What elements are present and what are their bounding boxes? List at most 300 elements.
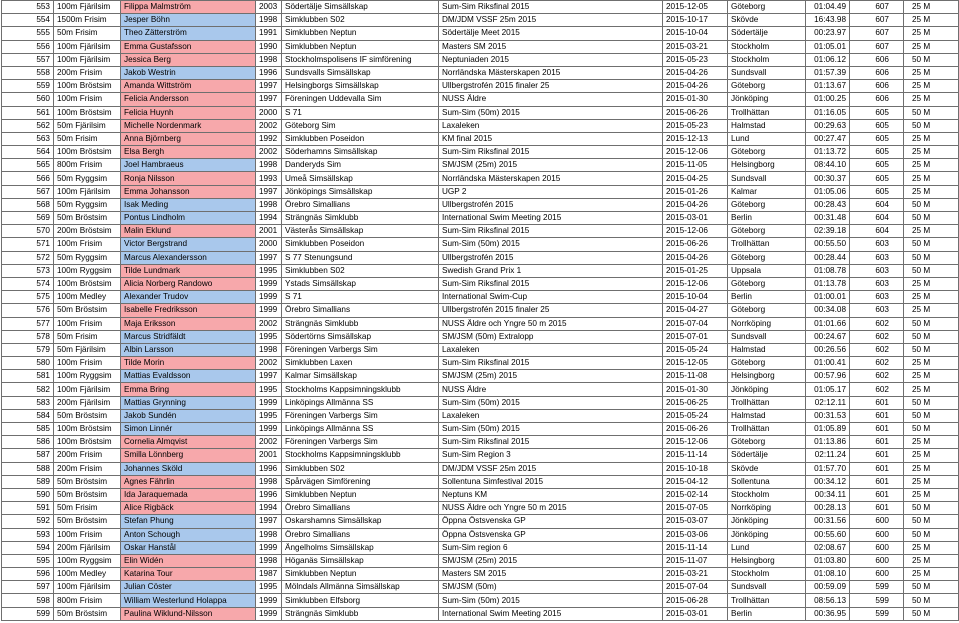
pool-cell: 25 M bbox=[904, 80, 959, 93]
points-cell: 605 bbox=[850, 146, 904, 159]
birth-year-cell: 1998 bbox=[256, 159, 282, 172]
date-cell: 2015-11-08 bbox=[663, 370, 728, 383]
swimmer-name-cell: Maja Eriksson bbox=[121, 317, 256, 330]
city-cell: Göteborg bbox=[728, 146, 806, 159]
rank-cell: 588 bbox=[2, 462, 54, 475]
meet-cell: Sum-Sim Riksfinal 2015 bbox=[439, 225, 663, 238]
birth-year-cell: 1995 bbox=[256, 330, 282, 343]
swimmer-name-cell: Cornelia Almqvist bbox=[121, 436, 256, 449]
city-cell: Göteborg bbox=[728, 357, 806, 370]
rank-cell: 563 bbox=[2, 132, 54, 145]
club-cell: Simklubben Neptun bbox=[282, 568, 439, 581]
birth-year-cell: 1999 bbox=[256, 291, 282, 304]
date-cell: 2015-12-05 bbox=[663, 357, 728, 370]
time-cell: 00:36.95 bbox=[806, 607, 850, 620]
rank-cell: 590 bbox=[2, 488, 54, 501]
table-row bbox=[2, 106, 959, 119]
city-cell: Lund bbox=[728, 541, 806, 554]
club-cell: Simklubben S02 bbox=[282, 462, 439, 475]
table-row bbox=[2, 185, 959, 198]
meet-cell: International Swim-Cup bbox=[439, 291, 663, 304]
rank-cell: 579 bbox=[2, 343, 54, 356]
table-row bbox=[2, 370, 959, 383]
time-cell: 00:31.53 bbox=[806, 409, 850, 422]
event-cell: 50m Frisim bbox=[54, 330, 121, 343]
city-cell: Norrköping bbox=[728, 317, 806, 330]
club-cell: Örebro Simallians bbox=[282, 198, 439, 211]
date-cell: 2015-01-26 bbox=[663, 185, 728, 198]
rank-cell: 565 bbox=[2, 159, 54, 172]
points-cell: 603 bbox=[850, 251, 904, 264]
event-cell: 100m Fjärilsim bbox=[54, 383, 121, 396]
points-cell: 604 bbox=[850, 198, 904, 211]
meet-cell: Ullbergstrofén 2015 finaler 25 bbox=[439, 80, 663, 93]
pool-cell: 50 M bbox=[904, 607, 959, 620]
points-cell: 602 bbox=[850, 330, 904, 343]
points-cell: 599 bbox=[850, 594, 904, 607]
swimmer-name-cell: Paulina Wiklund-Nilsson bbox=[121, 607, 256, 620]
table-row bbox=[2, 436, 959, 449]
pool-cell: 50 M bbox=[904, 581, 959, 594]
birth-year-cell: 1999 bbox=[256, 396, 282, 409]
swimmer-name-cell: Victor Bergstrand bbox=[121, 238, 256, 251]
table-row bbox=[2, 132, 959, 145]
time-cell: 00:29.63 bbox=[806, 119, 850, 132]
pool-cell: 50 M bbox=[904, 238, 959, 251]
event-cell: 100m Medley bbox=[54, 291, 121, 304]
table-row bbox=[2, 449, 959, 462]
points-cell: 606 bbox=[850, 66, 904, 79]
meet-cell: International Swim Meeting 2015 bbox=[439, 607, 663, 620]
rank-cell: 561 bbox=[2, 106, 54, 119]
swimmer-name-cell: Smilla Lönnberg bbox=[121, 449, 256, 462]
date-cell: 2015-12-06 bbox=[663, 277, 728, 290]
club-cell: Kalmar Simsällskap bbox=[282, 370, 439, 383]
points-cell: 601 bbox=[850, 475, 904, 488]
date-cell: 2015-05-23 bbox=[663, 119, 728, 132]
rank-cell: 580 bbox=[2, 357, 54, 370]
birth-year-cell: 1999 bbox=[256, 541, 282, 554]
date-cell: 2015-03-01 bbox=[663, 212, 728, 225]
time-cell: 01:05.01 bbox=[806, 40, 850, 53]
meet-cell: Neptuniaden 2015 bbox=[439, 53, 663, 66]
time-cell: 00:57.96 bbox=[806, 370, 850, 383]
meet-cell: Swedish Grand Prix 1 bbox=[439, 264, 663, 277]
city-cell: Trollhättan bbox=[728, 106, 806, 119]
event-cell: 50m Bröstsim bbox=[54, 304, 121, 317]
pool-cell: 25 M bbox=[904, 132, 959, 145]
event-cell: 200m Frisim bbox=[54, 449, 121, 462]
time-cell: 01:05.06 bbox=[806, 185, 850, 198]
city-cell: Halmstad bbox=[728, 119, 806, 132]
time-cell: 01:04.49 bbox=[806, 1, 850, 14]
event-cell: 50m Bröstsim bbox=[54, 475, 121, 488]
rank-cell: 566 bbox=[2, 172, 54, 185]
event-cell: 50m Ryggsim bbox=[54, 251, 121, 264]
city-cell: Göteborg bbox=[728, 436, 806, 449]
city-cell: Göteborg bbox=[728, 251, 806, 264]
city-cell: Göteborg bbox=[728, 198, 806, 211]
swimmer-name-cell: Pontus Lindholm bbox=[121, 212, 256, 225]
rank-cell: 554 bbox=[2, 14, 54, 27]
pool-cell: 50 M bbox=[904, 330, 959, 343]
club-cell: Simklubben Poseidon bbox=[282, 238, 439, 251]
city-cell: Sundsvall bbox=[728, 581, 806, 594]
pool-cell: 50 M bbox=[904, 251, 959, 264]
meet-cell: NUSS Äldre bbox=[439, 383, 663, 396]
meet-cell: DM/JDM VSSF 25m 2015 bbox=[439, 14, 663, 27]
club-cell: Umeå Simsällskap bbox=[282, 172, 439, 185]
time-cell: 00:27.47 bbox=[806, 132, 850, 145]
time-cell: 00:34.12 bbox=[806, 475, 850, 488]
time-cell: 00:26.56 bbox=[806, 343, 850, 356]
table-row bbox=[2, 607, 959, 620]
birth-year-cell: 1997 bbox=[256, 251, 282, 264]
meet-cell: Norrländska Mästerskapen 2015 bbox=[439, 66, 663, 79]
table-row bbox=[2, 146, 959, 159]
club-cell: Simklubben Neptun bbox=[282, 27, 439, 40]
club-cell: Simklubben Poseidon bbox=[282, 132, 439, 145]
birth-year-cell: 2001 bbox=[256, 225, 282, 238]
club-cell: Spårvägen Simförening bbox=[282, 475, 439, 488]
swimmer-name-cell: Jakob Westrin bbox=[121, 66, 256, 79]
table-row bbox=[2, 251, 959, 264]
points-cell: 600 bbox=[850, 515, 904, 528]
club-cell: Örebro Simallians bbox=[282, 502, 439, 515]
table-row bbox=[2, 423, 959, 436]
date-cell: 2015-06-28 bbox=[663, 594, 728, 607]
swimmer-name-cell: Anton Schough bbox=[121, 528, 256, 541]
date-cell: 2015-05-24 bbox=[663, 409, 728, 422]
club-cell: Simklubben Neptun bbox=[282, 488, 439, 501]
date-cell: 2015-10-17 bbox=[663, 14, 728, 27]
date-cell: 2015-06-25 bbox=[663, 396, 728, 409]
meet-cell: Norrländska Mästerskapen 2015 bbox=[439, 172, 663, 185]
city-cell: Göteborg bbox=[728, 304, 806, 317]
table-row bbox=[2, 264, 959, 277]
table-row bbox=[2, 238, 959, 251]
pool-cell: 50 M bbox=[904, 409, 959, 422]
points-cell: 607 bbox=[850, 1, 904, 14]
points-cell: 604 bbox=[850, 212, 904, 225]
meet-cell: Laxaleken bbox=[439, 343, 663, 356]
points-cell: 607 bbox=[850, 27, 904, 40]
pool-cell: 25 M bbox=[904, 488, 959, 501]
table-row bbox=[2, 317, 959, 330]
swimmer-name-cell: Emma Gustafsson bbox=[121, 40, 256, 53]
date-cell: 2015-04-12 bbox=[663, 475, 728, 488]
meet-cell: SM/JSM (50m) bbox=[439, 581, 663, 594]
time-cell: 00:28.13 bbox=[806, 502, 850, 515]
meet-cell: Sum-Sim (50m) 2015 bbox=[439, 594, 663, 607]
swimmer-name-cell: Ida Jaraquemada bbox=[121, 488, 256, 501]
rank-cell: 569 bbox=[2, 212, 54, 225]
table-row bbox=[2, 554, 959, 567]
birth-year-cell: 1996 bbox=[256, 462, 282, 475]
points-cell: 606 bbox=[850, 93, 904, 106]
pool-cell: 25 M bbox=[904, 27, 959, 40]
city-cell: Sundsvall bbox=[728, 172, 806, 185]
date-cell: 2015-02-14 bbox=[663, 488, 728, 501]
birth-year-cell: 1995 bbox=[256, 264, 282, 277]
event-cell: 100m Frisim bbox=[54, 93, 121, 106]
meet-cell: Ullbergstrofén 2015 bbox=[439, 198, 663, 211]
date-cell: 2015-06-26 bbox=[663, 238, 728, 251]
table-row bbox=[2, 119, 959, 132]
meet-cell: Öppna Östsvenska GP bbox=[439, 515, 663, 528]
birth-year-cell: 2003 bbox=[256, 1, 282, 14]
event-cell: 1500m Frisim bbox=[54, 14, 121, 27]
table-row bbox=[2, 93, 959, 106]
results-table bbox=[1, 0, 959, 621]
birth-year-cell: 2002 bbox=[256, 357, 282, 370]
meet-cell: Laxaleken bbox=[439, 409, 663, 422]
birth-year-cell: 1999 bbox=[256, 594, 282, 607]
date-cell: 2015-05-23 bbox=[663, 53, 728, 66]
swimmer-name-cell: Joel Hambraeus bbox=[121, 159, 256, 172]
swimmer-name-cell: Felicia Andersson bbox=[121, 93, 256, 106]
club-cell: Linköpings Allmänna SS bbox=[282, 423, 439, 436]
birth-year-cell: 1998 bbox=[256, 14, 282, 27]
table-row bbox=[2, 357, 959, 370]
date-cell: 2015-01-25 bbox=[663, 264, 728, 277]
time-cell: 08:56.13 bbox=[806, 594, 850, 607]
pool-cell: 25 M bbox=[904, 14, 959, 27]
time-cell: 01:03.80 bbox=[806, 554, 850, 567]
meet-cell: Sum-Sim (50m) 2015 bbox=[439, 238, 663, 251]
rank-cell: 586 bbox=[2, 436, 54, 449]
points-cell: 602 bbox=[850, 357, 904, 370]
club-cell: Ystads Simsällskap bbox=[282, 277, 439, 290]
rank-cell: 568 bbox=[2, 198, 54, 211]
rank-cell: 577 bbox=[2, 317, 54, 330]
date-cell: 2015-11-14 bbox=[663, 541, 728, 554]
club-cell: Stockholms Kappsimningsklubb bbox=[282, 383, 439, 396]
table-row bbox=[2, 541, 959, 554]
date-cell: 2015-04-25 bbox=[663, 172, 728, 185]
table-row bbox=[2, 475, 959, 488]
time-cell: 01:05.17 bbox=[806, 383, 850, 396]
points-cell: 603 bbox=[850, 277, 904, 290]
birth-year-cell: 1997 bbox=[256, 80, 282, 93]
rank-cell: 575 bbox=[2, 291, 54, 304]
date-cell: 2015-01-30 bbox=[663, 93, 728, 106]
points-cell: 600 bbox=[850, 554, 904, 567]
meet-cell: Sum-Sim Region 3 bbox=[439, 449, 663, 462]
table-row bbox=[2, 594, 959, 607]
time-cell: 00:55.60 bbox=[806, 528, 850, 541]
pool-cell: 50 M bbox=[904, 212, 959, 225]
rank-cell: 597 bbox=[2, 581, 54, 594]
points-cell: 603 bbox=[850, 291, 904, 304]
pool-cell: 25 M bbox=[904, 449, 959, 462]
date-cell: 2015-12-13 bbox=[663, 132, 728, 145]
event-cell: 800m Frisim bbox=[54, 594, 121, 607]
time-cell: 08:44.10 bbox=[806, 159, 850, 172]
event-cell: 100m Fjärilsim bbox=[54, 40, 121, 53]
rank-cell: 556 bbox=[2, 40, 54, 53]
time-cell: 00:55.50 bbox=[806, 238, 850, 251]
table-row bbox=[2, 1, 959, 14]
event-cell: 50m Frisim bbox=[54, 27, 121, 40]
meet-cell: Sum-Sim (50m) 2015 bbox=[439, 106, 663, 119]
club-cell: Mölndals Allmänna Simsällskap bbox=[282, 581, 439, 594]
club-cell: Ängelholms Simsällskap bbox=[282, 541, 439, 554]
swimmer-name-cell: Katarina Tour bbox=[121, 568, 256, 581]
swimmer-name-cell: Alicia Norberg Randowo bbox=[121, 277, 256, 290]
club-cell: Simklubben S02 bbox=[282, 264, 439, 277]
rank-cell: 584 bbox=[2, 409, 54, 422]
city-cell: Norrköping bbox=[728, 502, 806, 515]
swimmer-name-cell: Julian Cöster bbox=[121, 581, 256, 594]
event-cell: 100m Ryggsim bbox=[54, 554, 121, 567]
table-row bbox=[2, 14, 959, 27]
city-cell: Stockholm bbox=[728, 488, 806, 501]
time-cell: 02:11.24 bbox=[806, 449, 850, 462]
event-cell: 50m Bröstsim bbox=[54, 212, 121, 225]
event-cell: 50m Frisim bbox=[54, 502, 121, 515]
birth-year-cell: 1999 bbox=[256, 423, 282, 436]
birth-year-cell: 1994 bbox=[256, 212, 282, 225]
points-cell: 601 bbox=[850, 423, 904, 436]
rank-cell: 564 bbox=[2, 146, 54, 159]
table-row bbox=[2, 212, 959, 225]
date-cell: 2015-03-21 bbox=[663, 568, 728, 581]
meet-cell: Sum-Sim Riksfinal 2015 bbox=[439, 146, 663, 159]
club-cell: Simklubben Neptun bbox=[282, 40, 439, 53]
birth-year-cell: 1998 bbox=[256, 198, 282, 211]
club-cell: S 71 bbox=[282, 106, 439, 119]
event-cell: 100m Bröstsim bbox=[54, 423, 121, 436]
table-row bbox=[2, 277, 959, 290]
table-row bbox=[2, 502, 959, 515]
time-cell: 01:13.86 bbox=[806, 436, 850, 449]
table-row bbox=[2, 304, 959, 317]
club-cell: Helsingborgs Simsällskap bbox=[282, 80, 439, 93]
date-cell: 2015-12-05 bbox=[663, 1, 728, 14]
swimmer-name-cell: Malin Eklund bbox=[121, 225, 256, 238]
date-cell: 2015-06-26 bbox=[663, 106, 728, 119]
meet-cell: NUSS Äldre och Yngre 50 m 2015 bbox=[439, 317, 663, 330]
event-cell: 100m Frisim bbox=[54, 357, 121, 370]
swimmer-name-cell: Elin Widén bbox=[121, 554, 256, 567]
birth-year-cell: 1999 bbox=[256, 277, 282, 290]
city-cell: Trollhättan bbox=[728, 396, 806, 409]
event-cell: 200m Fjärilsim bbox=[54, 396, 121, 409]
swimmer-name-cell: Simon Linnér bbox=[121, 423, 256, 436]
rank-cell: 573 bbox=[2, 264, 54, 277]
date-cell: 2015-07-04 bbox=[663, 317, 728, 330]
date-cell: 2015-04-26 bbox=[663, 198, 728, 211]
table-row bbox=[2, 396, 959, 409]
event-cell: 100m Ryggsim bbox=[54, 264, 121, 277]
club-cell: Örebro Simallians bbox=[282, 304, 439, 317]
birth-year-cell: 1992 bbox=[256, 132, 282, 145]
points-cell: 601 bbox=[850, 462, 904, 475]
table-row bbox=[2, 330, 959, 343]
time-cell: 00:34.08 bbox=[806, 304, 850, 317]
meet-cell: Sollentuna Simfestival 2015 bbox=[439, 475, 663, 488]
date-cell: 2015-10-18 bbox=[663, 462, 728, 475]
pool-cell: 25 M bbox=[904, 225, 959, 238]
points-cell: 606 bbox=[850, 80, 904, 93]
swimmer-name-cell: Johannes Sköld bbox=[121, 462, 256, 475]
birth-year-cell: 2002 bbox=[256, 119, 282, 132]
event-cell: 50m Bröstsim bbox=[54, 515, 121, 528]
swimmer-name-cell: Tilde Lundmark bbox=[121, 264, 256, 277]
table-row bbox=[2, 225, 959, 238]
time-cell: 01:05.89 bbox=[806, 423, 850, 436]
club-cell: Jönköpings Simsällskap bbox=[282, 185, 439, 198]
city-cell: Trollhättan bbox=[728, 594, 806, 607]
city-cell: Jönköping bbox=[728, 383, 806, 396]
birth-year-cell: 1998 bbox=[256, 528, 282, 541]
birth-year-cell: 1997 bbox=[256, 515, 282, 528]
points-cell: 599 bbox=[850, 607, 904, 620]
swimmer-name-cell: Alexander Trudov bbox=[121, 291, 256, 304]
city-cell: Trollhättan bbox=[728, 423, 806, 436]
city-cell: Berlin bbox=[728, 607, 806, 620]
table-row bbox=[2, 462, 959, 475]
time-cell: 00:30.37 bbox=[806, 172, 850, 185]
time-cell: 02:39.18 bbox=[806, 225, 850, 238]
birth-year-cell: 1996 bbox=[256, 66, 282, 79]
meet-cell: Sum-Sim Riksfinal 2015 bbox=[439, 277, 663, 290]
city-cell: Göteborg bbox=[728, 225, 806, 238]
time-cell: 00:28.44 bbox=[806, 251, 850, 264]
rank-cell: 578 bbox=[2, 330, 54, 343]
swimmer-name-cell: Emma Johansson bbox=[121, 185, 256, 198]
swimmer-name-cell: Marcus Alexandersson bbox=[121, 251, 256, 264]
rank-cell: 567 bbox=[2, 185, 54, 198]
date-cell: 2015-07-01 bbox=[663, 330, 728, 343]
rank-cell: 591 bbox=[2, 502, 54, 515]
date-cell: 2015-06-26 bbox=[663, 423, 728, 436]
table-row bbox=[2, 581, 959, 594]
meet-cell: DM/JDM VSSF 25m 2015 bbox=[439, 462, 663, 475]
swimmer-name-cell: Filippa Malmström bbox=[121, 1, 256, 14]
club-cell: Simklubben Laxen bbox=[282, 357, 439, 370]
points-cell: 602 bbox=[850, 317, 904, 330]
pool-cell: 25 M bbox=[904, 172, 959, 185]
points-cell: 601 bbox=[850, 502, 904, 515]
pool-cell: 25 M bbox=[904, 66, 959, 79]
meet-cell: Södertälje Meet 2015 bbox=[439, 27, 663, 40]
meet-cell: International Swim Meeting 2015 bbox=[439, 212, 663, 225]
pool-cell: 25 M bbox=[904, 554, 959, 567]
rank-cell: 582 bbox=[2, 383, 54, 396]
birth-year-cell: 1995 bbox=[256, 409, 282, 422]
rank-cell: 594 bbox=[2, 541, 54, 554]
rank-cell: 559 bbox=[2, 80, 54, 93]
event-cell: 50m Bröstsim bbox=[54, 488, 121, 501]
pool-cell: 50 M bbox=[904, 106, 959, 119]
table-row bbox=[2, 343, 959, 356]
city-cell: Göteborg bbox=[728, 80, 806, 93]
event-cell: 50m Bröstsim bbox=[54, 607, 121, 620]
time-cell: 01:08.78 bbox=[806, 264, 850, 277]
city-cell: Jönköping bbox=[728, 93, 806, 106]
pool-cell: 25 M bbox=[904, 93, 959, 106]
points-cell: 602 bbox=[850, 370, 904, 383]
event-cell: 100m Fjärilsim bbox=[54, 1, 121, 14]
rank-cell: 599 bbox=[2, 607, 54, 620]
pool-cell: 25 M bbox=[904, 185, 959, 198]
event-cell: 50m Ryggsim bbox=[54, 198, 121, 211]
swimmer-name-cell: Jessica Berg bbox=[121, 53, 256, 66]
rank-cell: 576 bbox=[2, 304, 54, 317]
pool-cell: 50 M bbox=[904, 343, 959, 356]
